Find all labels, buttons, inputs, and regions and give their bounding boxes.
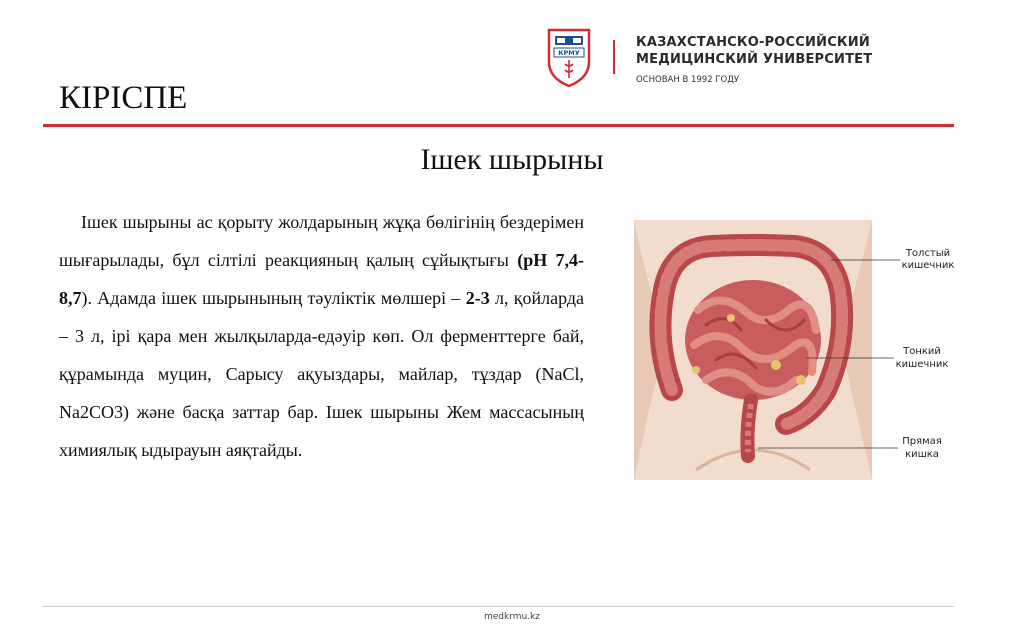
logo-divider (613, 40, 615, 74)
university-name-line1: КАЗАХСТАНСКО-РОССИЙСКИЙ (636, 35, 870, 50)
logo-text: КРМУ (558, 49, 580, 57)
label-small-intestine-1: Тонкий (903, 346, 941, 357)
intestine-illustration (626, 220, 962, 480)
university-logo (546, 28, 592, 88)
label-rectum-1: Прямая (902, 436, 942, 447)
daily-volume: 2-3 (465, 288, 490, 308)
footer-url: medkrmu.kz (483, 612, 541, 622)
university-name-line2: МЕДИЦИНСКИЙ УНИВЕРСИТЕТ (636, 52, 873, 67)
footer-divider (43, 606, 954, 607)
header-divider (43, 124, 954, 127)
section-title: КІРІСПЕ (59, 80, 188, 116)
label-rectum-2: кишка (905, 449, 939, 460)
paragraph-part-3: л, қойларда – 3 л, ірі қара мен жылқыларда-едәуір көп. Ол ферменттерге бай, құрамында муцин, Сарысу ақуыздары, майлар, тұздар (NaCl, Na2CO3) және басқа заттар бар. Ішек шырыны Жем массасының химиялық ыдырауын аяқтайды. (59, 288, 584, 460)
body-paragraph (59, 203, 584, 469)
paragraph-part-2: ). Адамда ішек шырынының тәуліктік мөлшері – (81, 288, 466, 308)
university-block (636, 34, 872, 85)
paragraph-part-1: Ішек шырыны ас қорыту жолдарының жұқа бөлігінің бездерімен шығарылады, бұл сілтілі реакцияның қалың сұйықтығы (59, 212, 584, 270)
label-large-intestine-2: кишечник (901, 260, 955, 271)
slide-heading: Ішек шырыны (420, 143, 604, 176)
label-small-intestine-2: кишечник (895, 359, 949, 370)
label-large-intestine-1: Толстый (905, 248, 951, 259)
university-founded: ОСНОВАН В 1992 ГОДУ (636, 75, 740, 85)
ph-value: (рН 7,4-8,7 (59, 250, 584, 308)
